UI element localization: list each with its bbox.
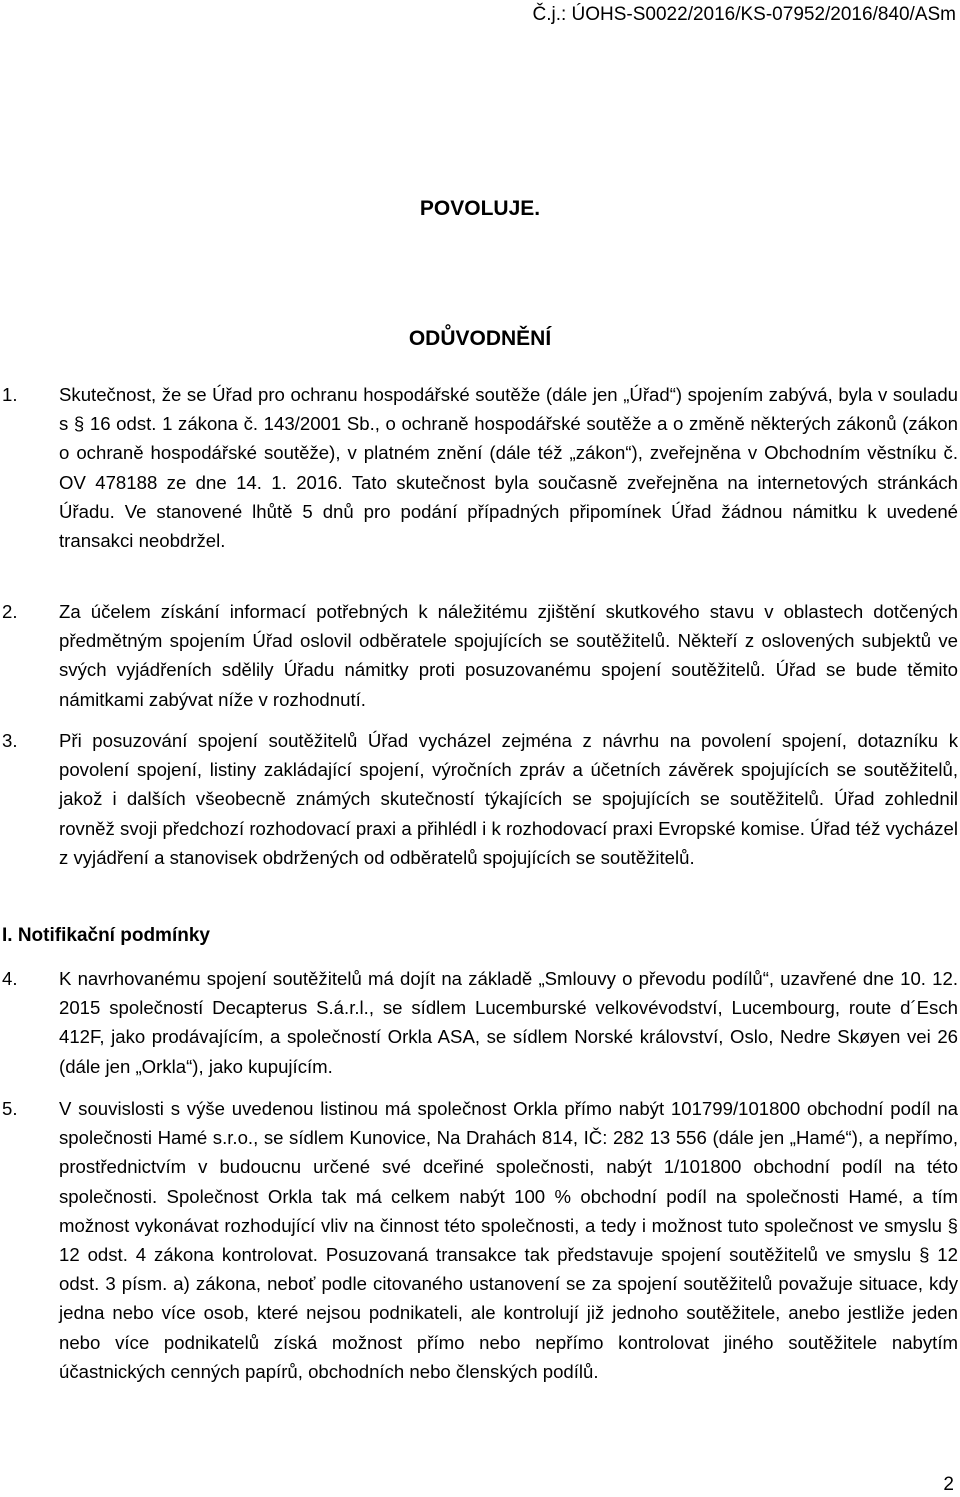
document-reference: Č.j.: ÚOHS-S0022/2016/KS-07952/2016/840/ASm xyxy=(532,4,956,25)
paragraph-text: V souvislosti s výše uvedenou listinou má společnost Orkla přímo nabýt 101799/101800 obchodní podíl na společnosti Hamé s.r.o., se sídlem Kunovice, Na Drahách 814, IČ: 282 13 556 (dále jen „Hamé“), a nepřímo, prostřednictvím v budoucnu určené své dceřiné společnosti, nabýt 1/101800 obchodní podíl na této společnosti. Společnost Orkla tak má celkem nabýt 100 % obchodní podíl na společnosti Hamé, a tím možnost vykonávat rozhodující vliv na činnost této společnosti, a tedy i možnost tuto společnost ve smyslu § 12 odst. 4 zákona kontrolovat. Posuzovaná transakce tak představuje spojení soutěžitelů ve smyslu § 12 odst. 3 písm. a) zákona, neboť podle citovaného ustanovení se za spojení soutěžitelů považuje situace, kdy jedna nebo více osob, které nejsou podnikateli, ale kontrolují již jednoho soutěžitele, anebo jestliže jeden nebo více podnikatelů získá možnost přímo nebo nepřímo kontrolovat jiného soutěžitele nabytím účastnických cenných papírů, obchodních nebo členských podílů. xyxy=(59,1098,958,1382)
section-heading: I. Notifikační podmínky xyxy=(2,925,210,946)
paragraph-number: 4. xyxy=(2,968,18,989)
paragraph-text: Při posuzování spojení soutěžitelů Úřad vycházel zejména z návrhu na povolení spojení, dotazníku k povolení spojení, listiny zakládající spojení, výročních zpráv a účetních závěrek spojujících se soutěžitelů, jakož i dalších všeobecně známých skutečností týkajících se spojujících se soutěžitelů. Úřad zohlednil rovněž svoji předchozí rozhodovací praxi a přihlédl i k rozhodovací praxi Evropské komise. Úřad též vycházel z vyjádření a stanovisek obdržených od odběratelů spojujících se soutěžitelů. xyxy=(59,730,958,868)
paragraph-number: 3. xyxy=(2,730,18,751)
paragraph-number: 1. xyxy=(2,384,18,405)
paragraph-text: K navrhovanému spojení soutěžitelů má dojít na základě „Smlouvy o převodu podílů“, uzavřené dne 10. 12. 2015 společností Decapterus S.á.r.l., se sídlem Lucemburské velkovévodství, Lucembourg, route d´Esch 412F, jako prodávajícím, a společností Orkla ASA, se sídlem Norské království, Oslo, Nedre Skøyen vei 26 (dále jen „Orkla“), jako kupujícím. xyxy=(59,968,958,1077)
page-number: 2 xyxy=(943,1474,954,1495)
paragraph-text: Za účelem získání informací potřebných k náležitému zjištění skutkového stavu v oblastech dotčených předmětným spojením Úřad oslovil odběratele spojujících se soutěžitelů. Někteří z oslovených subjektů ve svých vyjádřeních sdělily Úřadu námitky proti posuzovanému spojení soutěžitelů. Úřad se bude těmito námitkami zabývat níže v rozhodnutí. xyxy=(59,601,958,710)
paragraph-number: 5. xyxy=(2,1098,18,1119)
paragraph-number: 2. xyxy=(2,601,18,622)
reasoning-heading: ODŮVODNĚNÍ xyxy=(408,327,552,350)
verdict-heading: POVOLUJE. xyxy=(419,197,541,220)
paragraph-text: Skutečnost, že se Úřad pro ochranu hospodářské soutěže (dále jen „Úřad“) spojením zabývá, byla v souladu s § 16 odst. 1 zákona č. 143/2001 Sb., o ochraně hospodářské soutěže a o změně některých zákonů (zákon o ochraně hospodářské soutěže), v platném znění (dále též „zákon“), zveřejněna v Obchodním věstníku č. OV 478188 ze dne 14. 1. 2016. Tato skutečnost byla současně zveřejněna na internetových stránkách Úřadu. Ve stanovené lhůtě 5 dnů pro podání případných připomínek Úřad žádnou námitku k uvedené transakci neobdržel. xyxy=(59,384,958,552)
